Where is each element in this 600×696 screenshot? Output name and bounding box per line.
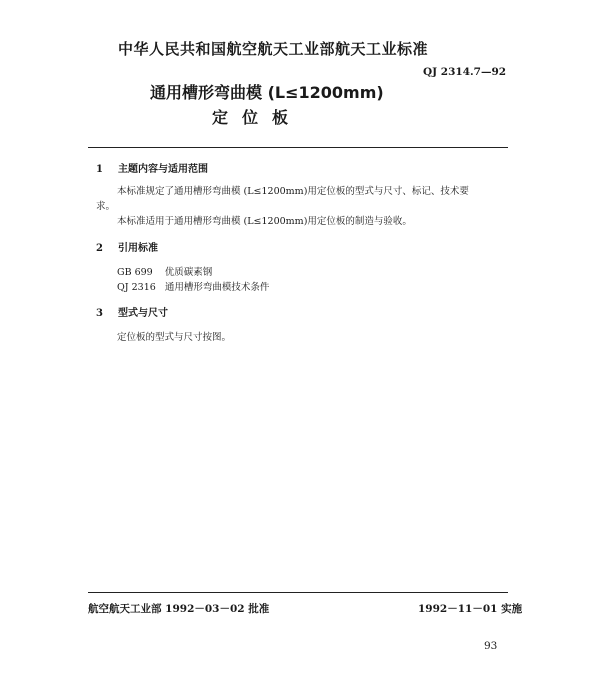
document-title: 通用槽形弯曲模 (L≤1200mm) xyxy=(150,83,384,102)
section-title: 引用标准 xyxy=(118,243,158,254)
section-1-heading xyxy=(96,160,208,175)
section-number: 1 xyxy=(96,164,103,175)
bottom-divider xyxy=(88,592,508,593)
standard-code: QJ 2314.7—92 xyxy=(423,66,507,78)
section-title: 型式与尺寸 xyxy=(118,308,168,319)
page-number: 93 xyxy=(484,640,498,652)
section-number: 3 xyxy=(96,308,103,319)
reference-standard-qj2316: QJ 2316 通用槽形弯曲模技术条件 xyxy=(117,282,270,293)
section-number: 2 xyxy=(96,243,103,254)
approval-date: 航空航天工业部 1992－03－02 批准 xyxy=(88,603,270,615)
section-title: 主题内容与适用范围 xyxy=(118,164,208,175)
section-3-heading xyxy=(96,304,168,319)
section-2-heading xyxy=(96,239,158,254)
ministry-standard-heading: 中华人民共和国航空航天工业部航天工业标准 xyxy=(118,40,429,58)
section-1-line-1: 本标准规定了通用槽形弯曲模 (L≤1200mm)用定位板的型式与尺寸、标记、技术要 xyxy=(117,186,469,197)
section-1-line-3: 本标准适用于通用槽形弯曲模 (L≤1200mm)用定位板的制造与验收。 xyxy=(117,216,412,227)
reference-standard-gb699: GB 699 优质碳素钢 xyxy=(117,267,213,278)
implementation-date: 1992－11－01 实施 xyxy=(418,603,523,615)
document-subtitle: 定位板 xyxy=(212,108,303,127)
top-divider xyxy=(88,147,508,148)
section-3-line-1: 定位板的型式与尺寸按图。 xyxy=(117,332,232,343)
section-1-line-2: 求。 xyxy=(96,201,116,212)
